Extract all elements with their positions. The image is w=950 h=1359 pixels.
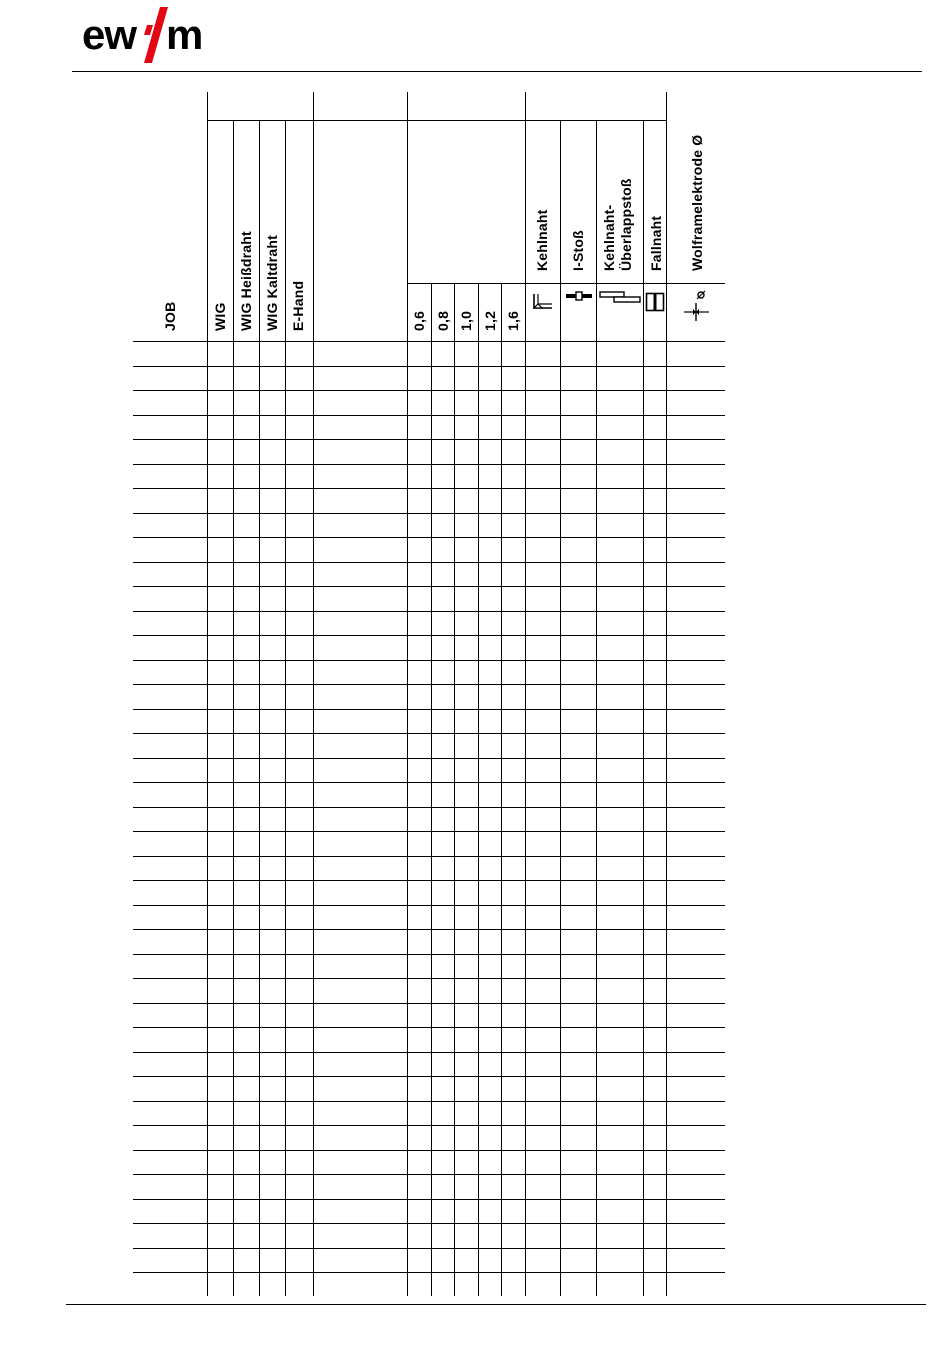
header-diameter-1-2: 1,2 [482, 310, 498, 331]
header-seam-fallnaht: Fallnaht [648, 215, 664, 271]
header-job: JOB [162, 301, 178, 331]
header-process-wig: WIG [212, 302, 228, 331]
header-process-wig-kaltdraht: WIG Kaltdraht [264, 235, 280, 331]
header-diameter-1-6: 1,6 [505, 310, 521, 331]
header-seam-kehlnaht-ueberlappstoss-line1: Kehlnaht- [601, 204, 617, 271]
header-seam-kehlnaht: Kehlnaht [534, 209, 550, 271]
header-seam-kehlnaht-ueberlappstoss-line2: Überlappstoß [618, 178, 634, 271]
fillet-weld-icon [532, 292, 554, 312]
header-diameter-0-8: 0,8 [435, 310, 451, 331]
electrode-diameter-icon [683, 289, 711, 321]
butt-joint-icon [565, 290, 593, 302]
lap-joint-icon [599, 290, 641, 304]
vertical-down-weld-icon [645, 292, 665, 312]
svg-text:m: m [166, 11, 204, 58]
header-diameter-0-6: 0,6 [411, 310, 427, 331]
header-process-e-hand: E-Hand [290, 280, 306, 331]
header-process-wig-heissdraht: WIG Heißdraht [238, 231, 254, 331]
header-diameter-1-0: 1,0 [458, 310, 474, 331]
svg-text:ew: ew [82, 11, 137, 58]
header-seam-i-stoss: I-Stoß [570, 230, 586, 271]
header-tungsten-electrode: Wolframelektrode Ø [689, 134, 705, 271]
